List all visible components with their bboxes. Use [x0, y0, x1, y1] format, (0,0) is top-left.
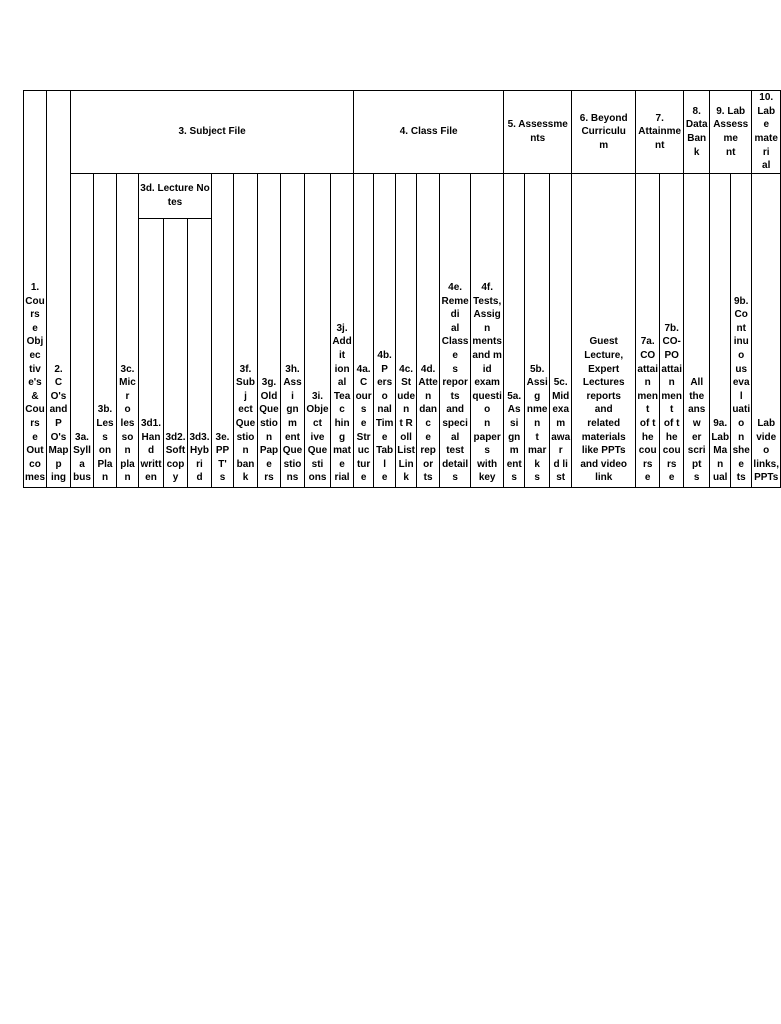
header-7b-co-po-attainment: 7b. CO- PO attain ment of the cours e	[660, 174, 684, 488]
group-header-class-file: 4. Class File	[354, 91, 504, 174]
group-header-assessments: 5. Assessments	[504, 91, 572, 174]
header-3c-micro-lesson-plan: 3c. Micr o lesso n plan	[117, 174, 139, 488]
header-4b-personal-time-table: 4b.P erso nal Tim e Tabl e	[374, 174, 396, 488]
header-5a-assignments: 5a. Assi gnm ents	[504, 174, 525, 488]
header-4e-remedial-classes: 4e. Remedi al Classe s reports and special test details	[440, 174, 471, 488]
header-9a-lab-manual: 9a. Lab Man ual	[710, 174, 731, 488]
header-10-lab-video-links: Lab video links, PPTs	[752, 174, 781, 488]
course-file-checklist-table	[23, 90, 781, 488]
header-3d3-hybrid: 3d3. Hybri d	[188, 219, 212, 488]
group-header-data-bank: 8. Data Bank	[684, 91, 710, 174]
header-4f-tests-assignments: 4f. Tests, Assign ments and mid exam questio n papers with key	[471, 174, 504, 488]
header-3i-objective-questions: 3i. Object ive Questi ons	[305, 174, 331, 488]
group-header-subject-file: 3. Subject File	[71, 91, 354, 174]
header-3g-old-question-papers: 3g. Old Que stion Pape rs	[258, 174, 281, 488]
header-3d2-soft-copy: 3d2. Soft copy	[164, 219, 188, 488]
group-header-lab-material: 10. Lab e materi al	[752, 91, 781, 174]
header-co-po-mapping: 2. CO's and PO's Mapp ing	[47, 91, 71, 488]
group-header-beyond-curriculum: 6. Beyond Curriculu m	[572, 91, 636, 174]
header-5b-assignment-marks: 5b. Assig nmen t mark s	[525, 174, 550, 488]
header-3h-assignment-questions: 3h. Assi gnm ent Que stio ns	[281, 174, 305, 488]
group-header-attainment: 7. Attainment	[636, 91, 684, 174]
header-8-answer-scripts: All the answ er script s	[684, 174, 710, 488]
header-6-guest-lecture: Guest Lecture, Expert Lectures reports and related materials like PPTs and video link	[572, 174, 636, 488]
header-3b-lesson-plan: 3b. Less on Plan	[94, 174, 117, 488]
group-header-lab-assessment: 9. Lab Assessme nt	[710, 91, 752, 174]
header-5c-mid-exam-award-list: 5c. Mid exam awar d list	[550, 174, 572, 488]
header-4d-attendance-reports: 4d. Atten danc e repor ts	[417, 174, 440, 488]
subgroup-header-lecture-notes: 3d. Lecture Notes	[139, 174, 212, 219]
header-course-objectives: 1. Cours e Objec tive's & Cours e Outco mes	[24, 91, 47, 488]
header-3j-additional-material: 3j. Addit ional Teac hing mate rial	[331, 174, 354, 488]
header-4c-student-roll-list: 4c.St uden t Roll List Link	[396, 174, 417, 488]
header-7a-co-attainment: 7a. CO attain ment of the cours e	[636, 174, 660, 488]
header-9b-continuous-evaluation: 9b. Cont inuo us eval uatio n shee ts	[731, 174, 752, 488]
header-3f-question-bank: 3f. Subj ect Que stio n ban k	[234, 174, 258, 488]
header-3a-syllabus: 3a. Sylla bus	[71, 174, 94, 488]
header-4a-course-structure: 4a.C ours e Struc ture	[354, 174, 374, 488]
header-3d1-handwritten: 3d1. Hand writt en	[139, 219, 164, 488]
header-3e-ppts: 3e. PPT' s	[212, 174, 234, 488]
